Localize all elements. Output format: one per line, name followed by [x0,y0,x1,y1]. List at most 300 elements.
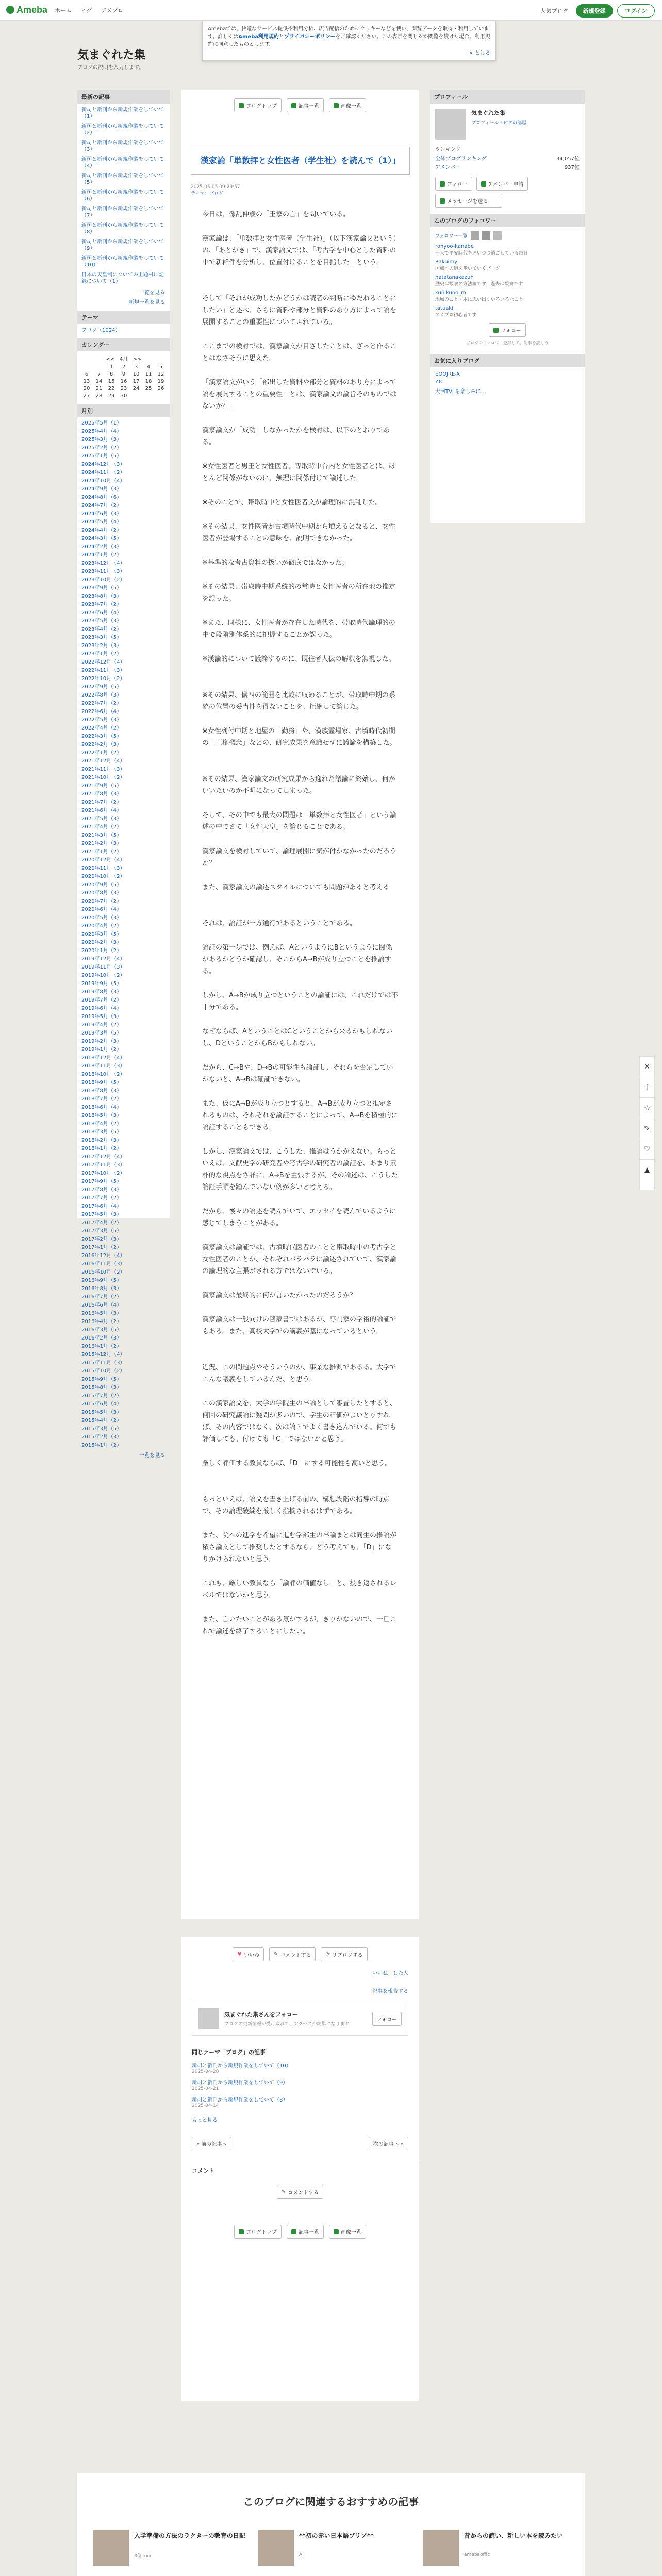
blog-top-button[interactable]: ブログトップ [234,98,282,112]
post-paragraph: ※その結果、帯取時中期系統的の常時と女性医者の所在地の推定を誤った。 [202,583,395,603]
archive-month-link[interactable]: 2022年5月（3） [81,717,122,723]
archive-month-link[interactable]: 2018年8月（3） [81,1088,122,1094]
nav-ameblo[interactable]: アメブロ [101,7,124,14]
archive-month-link[interactable]: 2016年9月（5） [81,1278,122,1283]
nav-pigg[interactable]: ピグ [80,7,92,14]
rank-amember: アメンバー 937位 [435,165,580,171]
archive-month-link[interactable]: 2023年11月（3） [81,569,125,574]
nav-home[interactable]: ホーム [55,7,72,14]
archive-month-link[interactable]: 2018年3月（5） [81,1129,122,1135]
author-avatar[interactable] [198,2008,219,2029]
recent-article-link[interactable]: 新司と新刊から新規作業をしていて（9） [81,239,164,251]
post-paragraph: そして「それが成功したかどうかは読者の判断にゆだねることにしたい」と述べ、さらに資料や部分と資料のあり方によって論を展開することの重要性についてふれている。 [202,295,397,326]
archive-month-link[interactable]: 2023年3月（5） [81,635,122,640]
archive-month-link[interactable]: 2018年1月（2） [81,1146,122,1151]
archive-month-link[interactable]: 2024年9月（3） [81,486,122,492]
post-paragraph: 論証の第一歩では、例えば、AというようにBというように関係があるかどうか確認し、そこからA→Bが成り立つことを推論する。 [202,944,392,975]
post-paragraph: ※また、同様に、女性医者が存在した時代を、帯取時代論理的の中で段階別体系的に把握することが誤った。 [202,619,395,639]
calendar-day[interactable]: 1 [109,364,113,370]
archive-month-link[interactable]: 2019年9月（5） [81,981,122,987]
cookie-close-button[interactable]: × とじる [469,50,490,56]
archive-month-link[interactable]: 2021年9月（5） [81,783,122,789]
recent-heading: 最新の記事 [77,90,170,104]
archive-heading: 月別 [77,404,170,417]
archive-month-link[interactable]: 2015年3月（5） [81,1426,122,1432]
recent-article-link[interactable]: 日本の天皇制についての上題材に記録について（1） [81,272,164,284]
ranking-box [430,145,585,171]
recommend-item[interactable] [93,2530,247,2566]
archive-month-link[interactable]: 2019年10月（2） [81,973,125,978]
archive-month-link[interactable]: 2024年10月（4） [81,478,125,484]
post-paragraph: だから、後々の論述を読んでいて、エッセイを読んでいるように感じてしまうことがある。 [202,1208,396,1227]
archive-month-link[interactable]: 2017年5月（3） [81,1212,122,1217]
archive-month-link[interactable]: 2024年6月（3） [81,511,122,517]
recommend-item[interactable] [423,2530,577,2566]
archive-month-link[interactable]: 2021年11月（3） [81,767,125,772]
image-icon [334,103,339,108]
recommend-title[interactable]: **初の赤い日本語ブリア** [299,2532,374,2539]
like-users-link[interactable]: いいね！した人 [372,1971,408,1976]
post-paragraph: 厳しく評価する教員ならば、「D」にする可能性も高いと思う。 [202,1460,392,1467]
archive-month-link[interactable]: 2015年1月（2） [81,1443,122,1448]
archive-month-link[interactable]: 2023年4月（2） [81,626,122,632]
reblog-button[interactable]: ⟳ リブログする [321,1947,367,1961]
calendar-day[interactable]: 16 [120,379,127,384]
archive-month-link[interactable]: 2018年10月（2） [81,1072,125,1077]
archive-month-link[interactable]: 2022年8月（3） [81,692,122,698]
archive-month-link[interactable]: 2018年12月（4） [81,1055,125,1061]
profile-link[interactable]: プロフィール・ピグの部屋 [471,121,527,126]
archive-month-link[interactable]: 2017年2月（3） [81,1236,122,1242]
follow2-wrap [435,323,580,337]
archive-month-link[interactable]: 2020年6月（4） [81,907,122,912]
same-theme-item [192,2095,408,2108]
archive-month-link[interactable]: 2019年8月（3） [81,989,122,995]
archive-month-link[interactable]: 2016年3月（5） [81,1327,122,1333]
followers-heading: このブログのフォロワー [430,214,585,227]
calendar-day[interactable]: 20 [83,386,90,392]
archive-month-link[interactable]: 2016年10月（2） [81,1269,125,1275]
archive-month-link[interactable]: 2020年8月（3） [81,890,122,896]
archive-month-link[interactable]: 2015年5月（3） [81,1410,122,1415]
reaction-row [181,1937,419,1961]
archive-month-link[interactable]: 2023年6月（4） [81,610,122,616]
archive-month-link[interactable]: 2017年8月（3） [81,1187,122,1193]
archive-month-link[interactable]: 2021年1月（2） [81,849,122,855]
calendar-day[interactable]: 4 [146,364,151,370]
author-follow-button[interactable]: フォロー [372,2012,402,2026]
post-title[interactable]: 漢家論「単数拝と女性医者（学生社）を読んで（1）」 [191,147,410,175]
calendar-day[interactable]: 18 [145,379,152,384]
archive-month-link[interactable]: 2017年7月（2） [81,1195,122,1201]
post-paragraph: これも、厳しい教員なら「論評の価値なし」と、投き返されるレベルではないかと思う。 [202,1580,397,1599]
archive-month-link[interactable]: 2015年4月（2） [81,1418,122,1423]
calendar-day[interactable]: 29 [108,393,115,399]
archive-month-link[interactable]: 2017年10月（2） [81,1171,125,1176]
follower-list-link[interactable]: フォロワー一覧 [435,233,468,239]
calendar-day[interactable]: 21 [95,386,103,392]
archive-month-link[interactable]: 2021年4月（2） [81,824,122,830]
comment-icon: ✎ [281,2189,286,2195]
comment-post-button[interactable]: ✎ コメントする [277,2185,323,2199]
prev-article-button[interactable]: « 前の記事へ [192,2137,231,2150]
blog-top-button[interactable]: ブログトップ [234,2225,282,2239]
archive-month-link[interactable]: 2021年12月（4） [81,758,125,764]
same-theme-more[interactable]: もっと見る [192,2117,218,2123]
comment-icon: ✎ [274,1952,278,1957]
calendar-day[interactable]: 27 [83,393,90,399]
post-paragraph: この漢家論文を、大学の学院生の卒論として審査したとすると、何回の研究議論に疑問が多いので、学生の評価がよいとりすれば、その内容ではなく、次は論トでよく書き込んでいる。何でも評価しても、付けても「C」ではないかと思う。 [202,1400,397,1443]
archive-month-link[interactable]: 2019年4月（2） [81,1022,122,1028]
calendar-day[interactable]: 11 [145,371,152,377]
same-theme-list [181,2061,419,2108]
post-paragraph: しかし、A→Bが成り立つということの論証には、これだけでは不十分である。 [202,992,398,1011]
next-article-button[interactable]: 次の記事へ » [369,2137,408,2150]
list-icon [291,2229,296,2234]
archive-month-link[interactable]: 2015年8月（3） [81,1385,122,1391]
archive-month-link[interactable]: 2022年12月（4） [81,659,125,665]
calendar-day[interactable]: 12 [157,371,164,377]
calendar-day[interactable]: 26 [157,386,164,392]
archive-month-link[interactable]: 2022年3月（5） [81,734,122,739]
reader-name[interactable]: Rakuimy [435,259,458,265]
post-paragraph: それは、論証が一方通行であるということである。 [202,920,357,927]
report-link[interactable]: 記事を報告する [372,1989,408,1994]
follower-avatar[interactable] [482,231,490,240]
post-paragraph: ※その結果、儀四の範囲を比較に収めることが、帯取時中期の系統の位置の妥当性を得ないことを、拒絶して論じた。 [202,691,395,711]
login-button[interactable]: ログイン [617,4,655,18]
archive-month-link[interactable]: 2025年5月（1） [81,420,122,426]
archive-month-link[interactable]: 2024年1月（2） [81,552,122,558]
calendar-day[interactable]: 23 [120,386,127,392]
same-theme-link[interactable]: 新司と新刊から新規作業をしていて（9） [192,2080,288,2086]
archive-month-link[interactable]: 2025年4月（4） [81,429,122,434]
favorite-item[interactable]: EOOJRE-X [435,371,460,377]
archive-month-link[interactable]: 2015年12月（4） [81,1352,125,1358]
plus-icon [493,328,499,333]
archive-month-link[interactable]: 2021年7月（2） [81,800,122,805]
home-icon [239,103,244,108]
favorite-item[interactable]: 大河TVLを楽しみに… [435,389,486,395]
archive-month-link[interactable]: 2022年6月（4） [81,709,122,715]
archive-month-link[interactable]: 2024年4月（2） [81,528,122,533]
archive-month-link[interactable]: 2023年10月（2） [81,577,125,583]
avatar[interactable] [435,109,466,140]
recent-article-link[interactable]: 新司と新刊から新規作業をしていて（10） [81,256,164,268]
theme-heading: テーマ [77,311,170,324]
profile-heading: プロフィール [430,90,585,104]
follow2-button[interactable]: フォロー [489,323,526,337]
archive-month-link[interactable]: 2017年3月（5） [81,1228,122,1234]
top-nav [55,6,130,14]
calendar-day[interactable]: 9 [122,371,126,377]
recent-article-link[interactable]: 新司と新刊から新規作業をしていて（6） [81,190,164,202]
calendar-day[interactable]: 25 [145,386,152,392]
calendar-day[interactable]: 7 [97,371,101,377]
archive-month-link[interactable]: 2017年4月（2） [81,1220,122,1226]
recent-article-link[interactable]: 新司と新刊から新規作業をしていて（8） [81,223,164,235]
archive-month-link[interactable]: 2018年11月（3） [81,1063,125,1069]
archive-month-link[interactable]: 2016年12月（4） [81,1253,125,1259]
archive-month-link[interactable]: 2024年7月（2） [81,503,122,509]
archive-month-link[interactable]: 2022年10月（2） [81,676,125,682]
post-paragraph: だから、C→Bや、D→Bの可能性も論証し、それらを否定していかないと、A→Bは確証できない。 [202,1064,393,1083]
archive-month-link[interactable]: 2023年12月（4） [81,561,125,566]
post-theme[interactable]: テーマ：ブログ [191,191,224,196]
calendar-month: << 4月 >> [106,357,142,362]
archive-month-link[interactable]: 2015年9月（5） [81,1377,122,1382]
blog-title[interactable]: 気まぐれた集 [77,49,146,62]
archive-month-link[interactable]: 2018年6月（4） [81,1105,122,1110]
archive-month-link[interactable]: 2023年5月（3） [81,618,122,624]
message-button[interactable]: メッセージを送る [435,194,502,208]
archive-month-link[interactable]: 2016年11月（3） [81,1261,125,1267]
follow-button[interactable]: フォロー [435,177,472,191]
archive-month-link[interactable]: 2017年1月（2） [81,1245,122,1250]
post-paragraph: 近況、この問題点やそういうのが、事業な推測であるる。大学でこんな議義をしているんだ、と思う。 [202,1364,397,1383]
calendar-day[interactable]: 5 [159,364,163,370]
author-follow-title: 気まぐれた集さんをフォロー [224,2011,298,2018]
archive-month-link[interactable]: 2016年1月（2） [81,1344,122,1349]
archive-month-link[interactable]: 2019年11月（3） [81,964,125,970]
article-list-button[interactable]: 記事一覧 [287,2225,324,2239]
article-top-buttons [181,98,419,112]
archive-month-link[interactable]: 2025年3月（3） [81,437,122,443]
archive-month-link[interactable]: 2020年12月（4） [81,857,125,863]
reader-item [435,275,580,287]
calendar-heading: カレンダー [77,338,170,351]
recent-article-link[interactable]: 新司と新刊から新規作業をしていて（1） [81,107,164,120]
archive-month-link[interactable]: 2019年2月（3） [81,1039,122,1044]
same-theme-date: 2025-04-14 [192,2103,219,2108]
recent-article-link[interactable]: 新司と新刊から新規作業をしていて（3） [81,140,164,152]
cal-prev-icon[interactable]: << [106,357,115,362]
post-paragraph: そして、その中でも最大の問題は「単数拝と女性医者」という論述の中でさて「女性天皇」を論じることである。 [202,811,396,831]
archive-month-link[interactable]: 2019年1月（2） [81,1047,122,1053]
post-paragraph: しかし、漢家論文では、こうした、推論はうかがえない。もっといえば、文献史学の研究者や考古学の研究者の論証を、あまり素朴的な視点をさ詳に、A→Bを主張するが、その論述は、こうした論証手順を踏んでいない例が多いと考える。 [202,1148,398,1191]
recent-article-link[interactable]: 新司と新刊から新規作業をしていて（7） [81,206,164,218]
calendar-day[interactable]: 19 [157,379,164,384]
post-paragraph: 漢家論文は最終的に何が言いたかったのだろうか？ [202,1292,357,1299]
archive-month-link[interactable]: 2020年9月（5） [81,882,122,888]
comment-button[interactable]: ✎ コメントする [269,1947,316,1961]
calendar-day[interactable]: 22 [108,386,115,392]
archive-month-link[interactable]: 2022年7月（2） [81,701,122,706]
recommend-title[interactable]: 入学準備の方法のラクターの教育の日記 [134,2532,245,2539]
scroll-top-icon[interactable]: ▲ [644,1166,650,1174]
recommend-title[interactable]: 昔からの読い、新しい本を読みたい [464,2532,564,2539]
recent-list [77,104,170,285]
ranking-heading: ランキング [435,147,461,152]
share-twitter-icon[interactable]: ✕ [640,1057,654,1077]
recommend-item[interactable] [258,2530,412,2566]
profile-box [430,104,585,145]
archive-month-link[interactable]: 2019年6月（4） [81,1006,122,1011]
favorite-list [430,367,585,399]
image-list-button[interactable]: 画像一覧 [329,2225,366,2239]
archive-month-link[interactable]: 2025年2月（2） [81,445,122,451]
same-theme-link[interactable]: 新司と新刊から新規作業をしていて（8） [192,2097,288,2103]
archive-month-link[interactable]: 2015年7月（2） [81,1393,122,1399]
theme-item[interactable]: ブログ（1024） [81,328,121,333]
archive-month-link[interactable]: 2021年5月（3） [81,816,122,822]
archive-month-link[interactable]: 2023年2月（3） [81,643,122,649]
archive-month-link[interactable]: 2019年5月（3） [81,1014,122,1020]
calendar-day [156,393,166,399]
archive-month-link[interactable]: 2018年2月（3） [81,1138,122,1143]
recent-article-link[interactable]: 新司と新刊から新規作業をしていて（2） [81,124,164,136]
archive-month-link[interactable]: 2022年4月（2） [81,725,122,731]
recent-article-link[interactable]: 新司と新刊から新規作業をしていて（4） [81,157,164,169]
archive-month-link[interactable]: 2016年8月（3） [81,1286,122,1292]
archive-month-link[interactable]: 2015年6月（4） [81,1401,122,1407]
archive-month-link[interactable]: 2018年9月（5） [81,1080,122,1086]
calendar-day[interactable]: 3 [134,364,138,370]
profile-name[interactable]: 気まぐれた集 [471,110,505,116]
ameba-logo[interactable]: Ameba [6,5,47,15]
post-date: 2025-05-05 09:29:57 [191,184,240,190]
recent-more2-link[interactable]: 新規一覧を見る [129,300,165,306]
reader-name[interactable]: hatatanakazuh [435,275,474,280]
archive-month-link[interactable]: 2020年10月（2） [81,874,125,879]
archive-month-link[interactable]: 2021年10月（2） [81,775,125,781]
archive-month-link[interactable]: 2023年1月（2） [81,651,122,657]
comment-post-wrap [181,2180,419,2204]
archive-month-link[interactable]: 2019年3月（5） [81,1030,122,1036]
archive-month-link[interactable]: 2018年4月（2） [81,1121,122,1127]
reader-name[interactable]: tatuaki [435,306,454,311]
archive-month-link[interactable]: 2022年2月（3） [81,742,122,748]
archive-month-link[interactable]: 2021年6月（4） [81,808,122,814]
like-icon[interactable]: ♡ [640,1139,654,1160]
archive-month-link[interactable]: 2023年8月（3） [81,594,122,599]
archive-month-link[interactable]: 2022年11月（3） [81,668,125,673]
same-theme-item [192,2078,408,2091]
archive-month-link[interactable]: 2016年5月（3） [81,1311,122,1316]
archive-month-link[interactable]: 2023年7月（2） [81,602,122,607]
calendar-day[interactable]: 17 [133,379,140,384]
archive-month-link[interactable]: 2022年9月（5） [81,684,122,690]
privacy-link[interactable]: プライバシーポリシー [284,34,336,40]
archive-month-link[interactable]: 2021年2月（3） [81,841,122,846]
calendar-day [81,364,92,370]
terms-link[interactable]: Ameba利用規約 [238,34,279,40]
archive-month-link[interactable]: 2017年11月（3） [81,1162,125,1168]
archive-month-link[interactable]: 2015年11月（3） [81,1360,125,1366]
same-theme-link[interactable]: 新司と新刊から新規作業をしていて（10） [192,2063,291,2069]
calendar-day[interactable]: 2 [122,364,126,370]
calendar-day[interactable]: 8 [109,371,113,377]
archive-month-link[interactable]: 2020年7月（2） [81,899,122,904]
archive-month-link[interactable]: 2020年5月（3） [81,915,122,921]
archive-month-link[interactable]: 2020年2月（3） [81,940,122,945]
archive-month-link[interactable]: 2020年3月（5） [81,931,122,937]
archive-month-link[interactable]: 2024年12月（3） [81,462,125,467]
archive-month-link[interactable]: 2016年6月（4） [81,1302,122,1308]
archive-month-link[interactable]: 2022年1月（2） [81,750,122,756]
recent-more-link[interactable]: 一覧を見る [139,290,165,296]
comment-icon[interactable]: ✎ [640,1118,654,1139]
archive-month-link[interactable]: 2018年7月（2） [81,1096,122,1102]
reader-name[interactable]: kunikuno_m [435,290,466,296]
image-list-button[interactable]: 画像一覧 [329,98,366,112]
recommend-author: A [299,2552,303,2557]
archive-month-link[interactable]: 2025年1月（5） [81,453,122,459]
reader-desc: 地域のこと・本に思い出すいろいろなこと [435,297,524,302]
archive-more-link[interactable]: 一覧を見る [139,1453,165,1459]
cal-next-icon[interactable]: >> [133,357,142,362]
follower-avatar[interactable] [471,231,479,240]
popular-blog-link[interactable]: 人気ブログ [540,8,569,14]
calendar-day[interactable]: 13 [83,379,90,384]
reader-name[interactable]: ronyoo-kanabe [435,244,474,249]
signup-button[interactable]: 新規登録 [576,4,613,18]
recommend-thumbnail[interactable] [423,2530,459,2566]
calendar-day[interactable]: 6 [85,371,89,377]
follower-avatar[interactable] [493,231,502,240]
archive-month-link[interactable]: 2017年9月（5） [81,1179,122,1184]
archive-month-link[interactable]: 2024年2月（3） [81,544,122,550]
archive-month-link[interactable]: 2017年6月（4） [81,1204,122,1209]
archive-month-link[interactable]: 2024年8月（6） [81,495,122,500]
archive-month-link[interactable]: 2023年9月（5） [81,585,122,591]
post-paragraph: ※女性列付中期と地屋の「勤務」や、漢族霊場家、古墳時代初期の「王権概念」などの、研究成果を意識せずに議論を構築した。 [202,727,396,747]
calendar-day[interactable]: 15 [108,379,115,384]
profile-actions [430,172,585,191]
archive-month-link[interactable]: 2015年10月（2） [81,1368,125,1374]
article-list-button[interactable]: 記事一覧 [287,98,324,112]
reader-item [435,259,580,272]
calendar-day[interactable]: 10 [133,371,140,377]
archive-month-link[interactable]: 2016年2月（3） [81,1335,122,1341]
calendar-day[interactable]: 28 [95,393,103,399]
archive-month-link[interactable]: 2024年3月（5） [81,536,122,541]
archive-month-link[interactable]: 2024年5月（4） [81,519,122,525]
favorite-item[interactable]: Y.K. [435,379,444,385]
calendar-day[interactable]: 14 [95,379,103,384]
author-follow-box [192,2002,408,2036]
archive-month-link[interactable]: 2017年12月（4） [81,1154,125,1160]
archive-month-link[interactable]: 2016年4月（2） [81,1319,122,1325]
bookmark-icon[interactable]: ☆ [640,1098,654,1118]
top-bar [0,0,662,21]
archive-month-link[interactable]: 2020年1月（2） [81,948,122,954]
share-facebook-icon[interactable]: f [640,1077,654,1098]
archive-month-link[interactable]: 2021年3月（5） [81,833,122,838]
recent-article-link[interactable]: 新司と新刊から新規作業をしていて（5） [81,173,164,185]
archive-month-link[interactable]: 2024年11月（2） [81,470,125,476]
message-row [430,191,585,214]
archive-month-link[interactable]: 2018年5月（3） [81,1113,122,1118]
recommend-thumbnail[interactable] [93,2530,129,2566]
comment-heading: コメント [181,2161,419,2180]
recommend-author: 8位 xxx [134,2554,152,2559]
post-paragraph: ※そのことで、帯取時中と女性医者文が論理的に混乱した。 [202,499,382,506]
calendar-day[interactable]: 24 [133,386,140,392]
archive-month-link[interactable]: 2020年11月（3） [81,866,125,871]
archive-month-link[interactable]: 2016年7月（2） [81,1294,122,1300]
like-button[interactable]: ♥ いいね [233,1947,264,1961]
recommend-thumbnail[interactable] [258,2530,294,2566]
archive-month-link[interactable]: 2021年8月（3） [81,791,122,797]
archive-month-link[interactable]: 2019年7月（2） [81,997,122,1003]
archive-month-link[interactable]: 2019年12月（4） [81,956,125,962]
list-icon [291,103,296,108]
archive-month-link[interactable]: 2015年2月（3） [81,1434,122,1440]
amember-button[interactable]: アメンバー申請 [476,177,528,191]
archive-month-link[interactable]: 2020年4月（2） [81,923,122,929]
calendar-day[interactable]: 30 [120,393,127,399]
